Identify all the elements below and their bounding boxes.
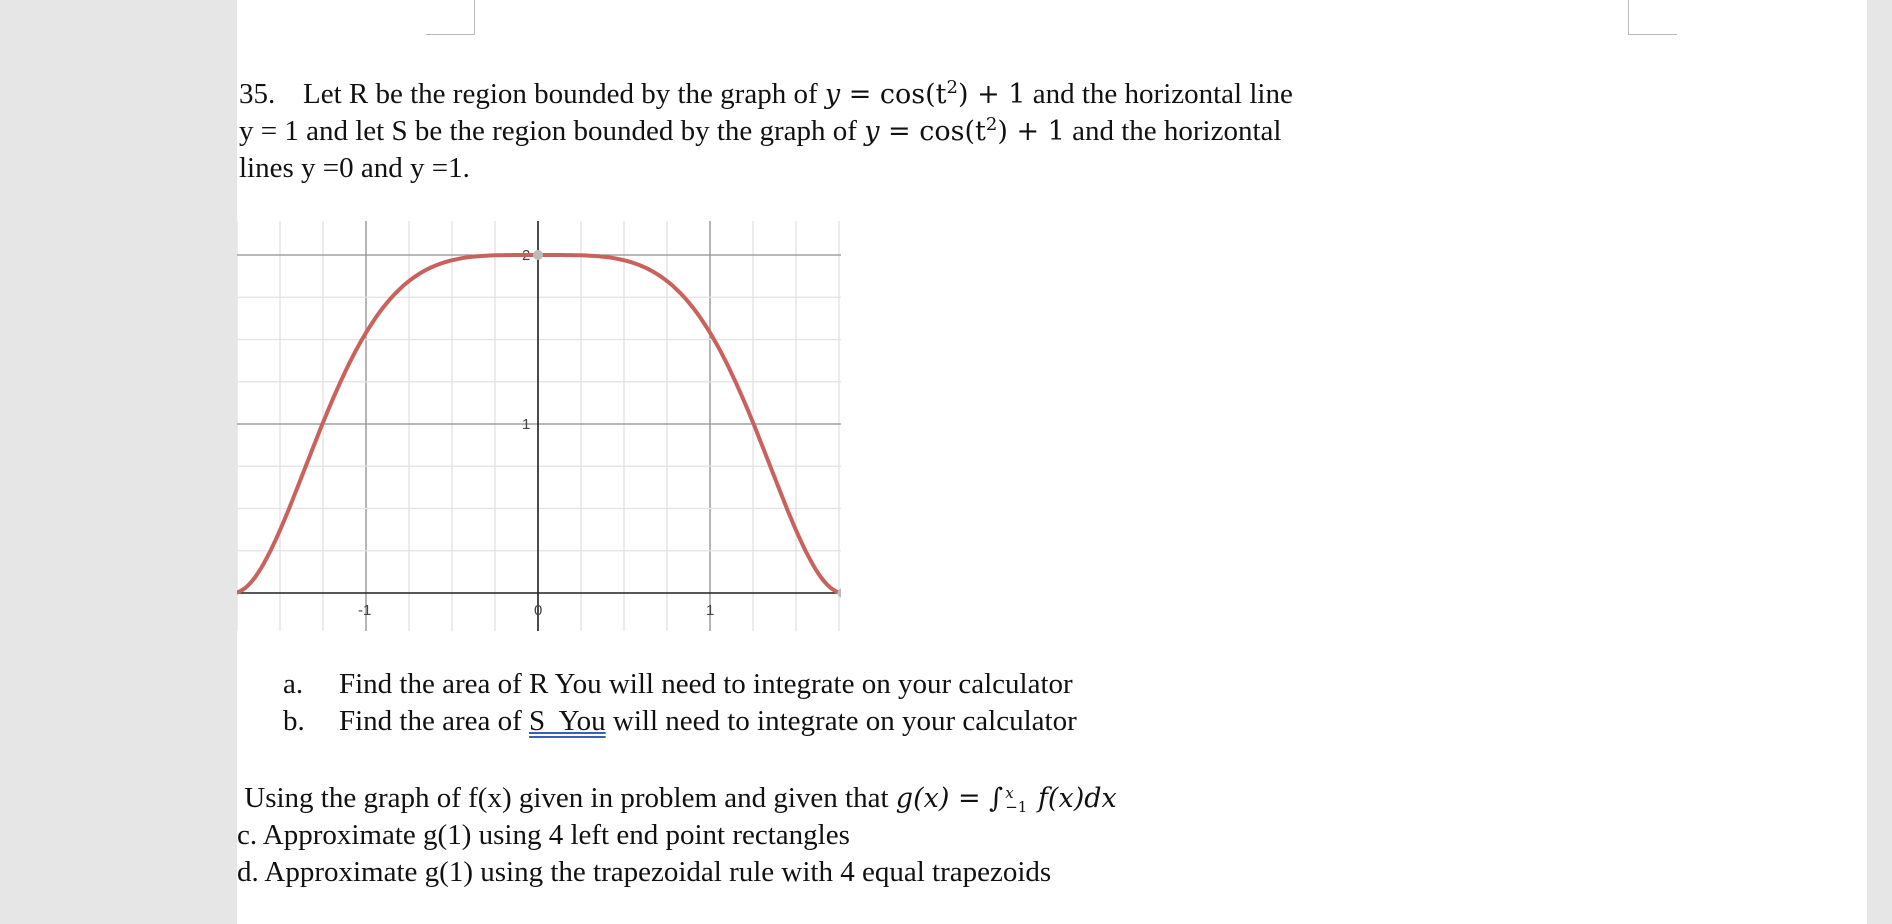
curve-point-max	[533, 250, 543, 260]
part-a-text: Find the area of R You will need to integrate on your calculator	[339, 668, 1073, 700]
crop-mark-left	[426, 0, 475, 35]
graph-axes	[237, 221, 841, 631]
part-d-text-end: 1) using the trapezoidal rule with 4 equal trapezoids	[448, 856, 1052, 888]
part-c-text: c. Approximate	[237, 819, 424, 851]
followup-text	[237, 780, 1117, 891]
equation-2-tail: ) + 1	[997, 116, 1065, 147]
x-tick-label: 0	[534, 602, 543, 619]
problem-number: 35.	[239, 78, 276, 110]
graph-grid	[237, 221, 841, 631]
equation-2	[864, 116, 1065, 147]
problem-line-3: lines y =0 and y =1.	[239, 152, 470, 184]
x-tick-label: -1	[358, 602, 372, 619]
problem-text	[239, 76, 1293, 187]
part-b-text-end: will need to integrate on your calculator	[605, 705, 1077, 737]
part-b-underlined: S You	[529, 705, 606, 737]
y-tick-label: 1	[522, 416, 531, 433]
problem-line-1	[239, 76, 1293, 113]
part-c-text-end: 1) using 4 left end point rectangles	[447, 819, 850, 851]
part-a-letter: a.	[283, 668, 304, 700]
equation-1-func: cos(t	[879, 79, 947, 110]
equation-2-lhs: y =	[864, 116, 920, 147]
y-tick-label: 2	[522, 247, 531, 264]
integral-upper-limit: x	[1005, 783, 1014, 802]
equation-1-tail: ) + 1	[957, 79, 1026, 110]
x-tick-label: 1	[706, 602, 715, 619]
followup-intro: Using the graph of f(x) given in problem and given that	[244, 782, 889, 814]
integral-lhs: g(x) = ∫	[895, 783, 1004, 814]
problem-line-1-text: Let R be the region bounded by the graph of	[303, 78, 818, 110]
problem-line-2-text: y = 1 and let S be the region bounded by the graph of	[239, 115, 857, 147]
followup-intro-line	[237, 780, 1117, 817]
equation-1-lhs: y =	[824, 79, 880, 110]
graph-tick-labels	[358, 247, 714, 619]
equation-2-exp: 2	[985, 114, 998, 135]
equation-2-func: cos(t	[919, 116, 986, 147]
integral-integrand: f(x)dx	[1029, 783, 1117, 814]
part-c-g: g(	[423, 819, 448, 851]
problem-line-1-end: and the horizontal line	[1025, 78, 1293, 110]
part-b-text: Find the area of	[339, 705, 530, 737]
part-a	[283, 666, 1077, 703]
integral-definition	[896, 783, 1117, 814]
part-c	[237, 817, 1117, 854]
part-d-g: g(	[424, 856, 449, 888]
part-d-text: d. Approximate	[237, 856, 425, 888]
part-b	[283, 703, 1077, 740]
part-b-letter: b.	[283, 705, 305, 737]
question-parts	[283, 666, 1077, 740]
equation-1-exp: 2	[946, 77, 958, 98]
curve-point-end	[837, 588, 841, 598]
equation-1	[825, 79, 1026, 110]
function-graph	[237, 221, 841, 631]
problem-line-2	[239, 113, 1293, 150]
problem-line-2-end: and the horizontal	[1064, 115, 1282, 147]
crop-mark-right	[1628, 0, 1677, 35]
integral-lower-limit: −1	[1005, 797, 1028, 816]
part-d	[237, 854, 1117, 891]
